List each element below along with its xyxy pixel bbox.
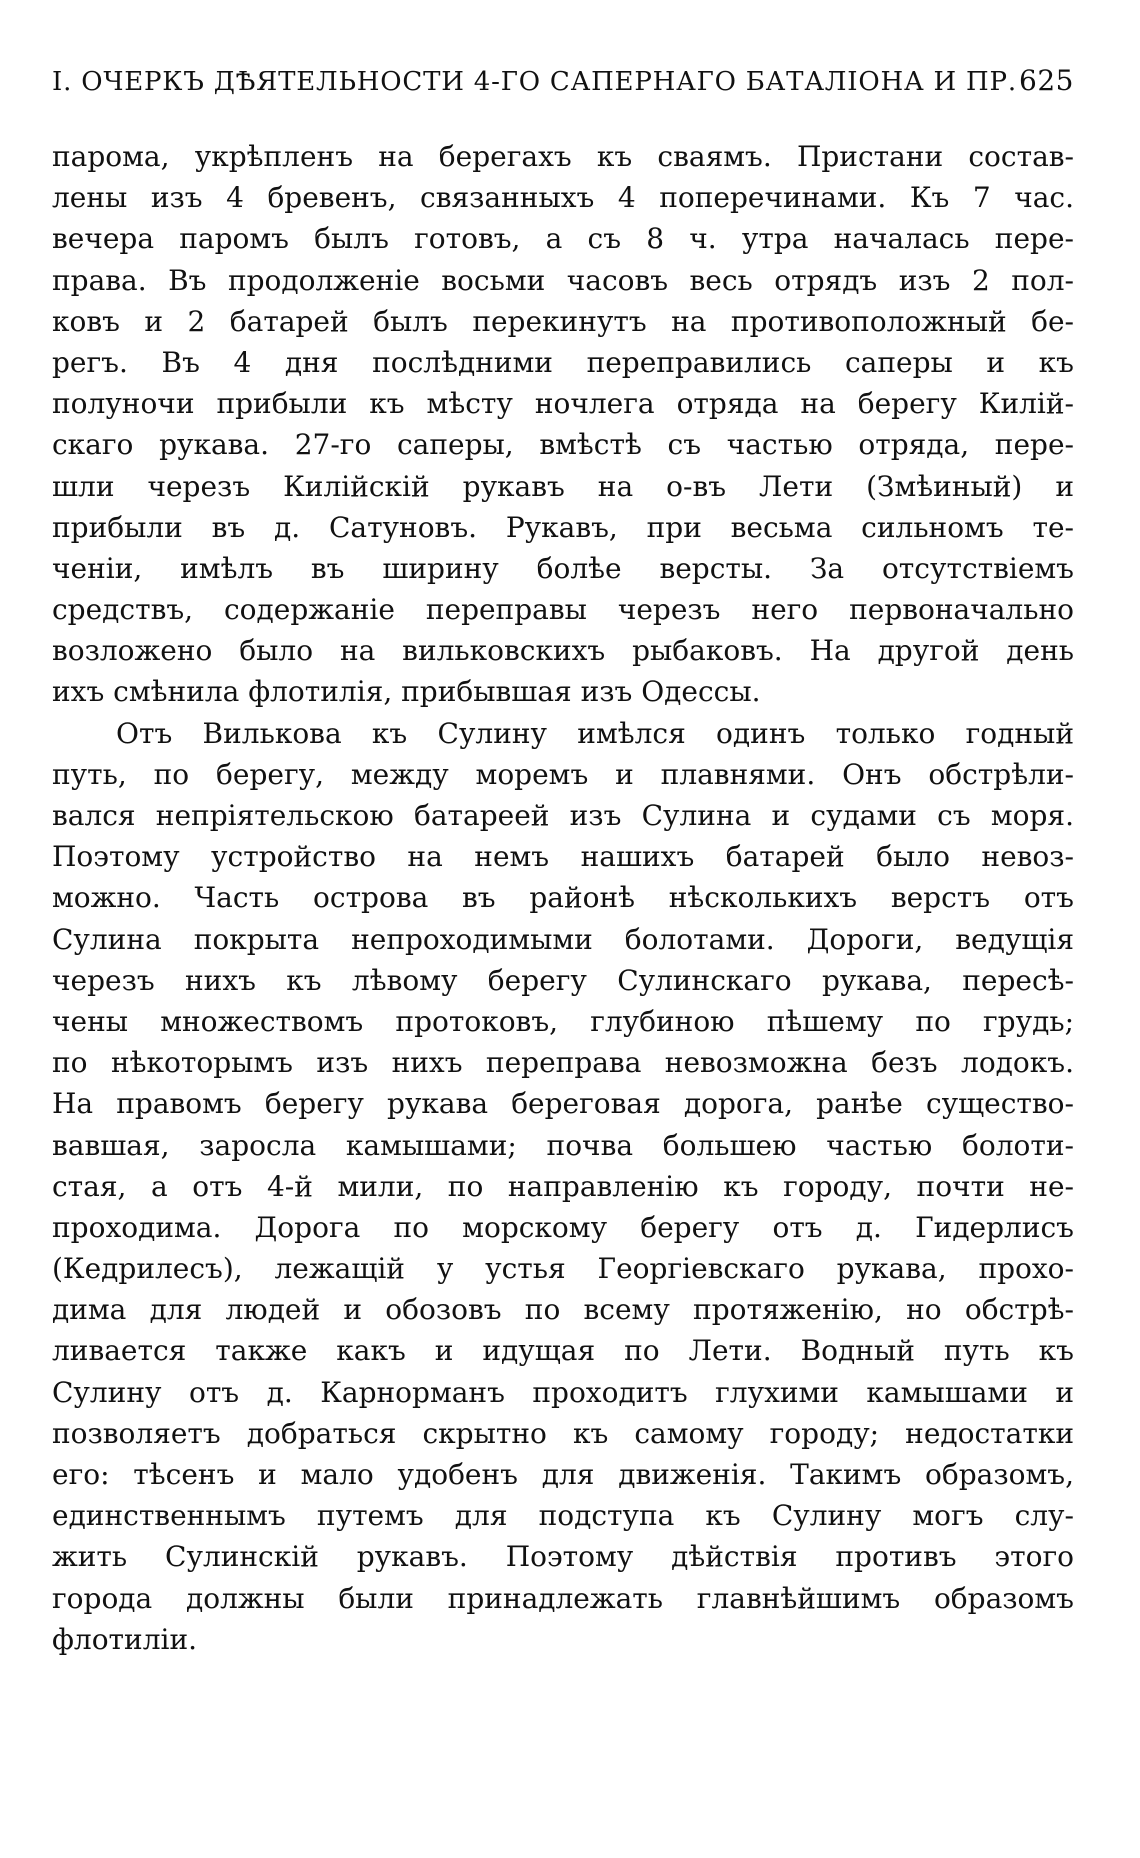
- text-line: по нѣкоторымъ изъ нихъ переправа невозможна безъ лодокъ.: [52, 1046, 1074, 1080]
- text-line: флотиліи.: [52, 1622, 198, 1656]
- text-line: проходима. Дорога по морскому берегу отъ д. Гидерлисъ: [52, 1210, 1074, 1244]
- paragraph: [52, 136, 1074, 713]
- text-line: ихъ смѣнила флотилія, прибывшая изъ Одессы.: [52, 675, 761, 709]
- running-head: [52, 64, 1074, 97]
- text-line: стая, а отъ 4-й мили, по направленію къ городу, почти не-: [52, 1169, 1074, 1203]
- text-line: Сулину отъ д. Карнорманъ проходитъ глухими камышами и: [52, 1375, 1074, 1409]
- text-line: прибыли въ д. Сатуновъ. Рукавъ, при весьма сильномъ те-: [52, 510, 1074, 544]
- text-line: жить Сулинскій рукавъ. Поэтому дѣйствія противъ этого: [52, 1540, 1074, 1574]
- text-line: средствъ, содержаніе переправы черезъ него первоначально: [52, 593, 1074, 627]
- paragraph: [52, 713, 1074, 1660]
- text-line: чены множествомъ протоковъ, глубиною пѣшему по грудь;: [52, 1004, 1074, 1038]
- text-line: (Кедрилесъ), лежащій у устья Георгіевскаго рукава, прохо-: [52, 1252, 1074, 1286]
- text-line: парома, укрѣпленъ на берегахъ къ сваямъ. Пристани состав-: [52, 140, 1074, 173]
- text-line: Отъ Вилькова къ Сулину имѣлся одинъ только годный: [116, 716, 1074, 750]
- text-line: города должны были принадлежать главнѣйшимъ образомъ: [52, 1581, 1074, 1615]
- text-line: дима для людей и обозовъ по всему протяженію, но обстрѣ-: [52, 1293, 1074, 1327]
- text-line: ченіи, имѣлъ въ ширину болѣе версты. За отсутствіемъ: [52, 551, 1074, 585]
- text-line: Сулина покрыта непроходимыми болотами. Дороги, ведущія: [52, 922, 1074, 956]
- text-line: путь, по берегу, между моремъ и плавнями. Онъ обстрѣли-: [52, 757, 1074, 791]
- text-line: возложено было на вильковскихъ рыбаковъ. На другой день: [52, 634, 1074, 668]
- text-line: вечера паромъ былъ готовъ, а съ 8 ч. утра началась пере-: [52, 222, 1074, 256]
- text-line: черезъ нихъ къ лѣвому берегу Сулинскаго рукава, пересѣ-: [52, 963, 1074, 997]
- text-line: его: тѣсенъ и мало удобенъ для движенія. Такимъ образомъ,: [52, 1458, 1074, 1491]
- text-line: скаго рукава. 27-го саперы, вмѣстѣ съ частью отряда, пере-: [52, 428, 1074, 462]
- text-line: шли черезъ Килійскій рукавъ на о-въ Лети (Змѣиный) и: [52, 469, 1074, 503]
- text-line: лены изъ 4 бревенъ, связанныхъ 4 поперечинами. Къ 7 час.: [52, 181, 1074, 215]
- text-line: полуночи прибыли къ мѣсту ночлега отряда на берегу Килій-: [52, 387, 1074, 421]
- text-line: регъ. Въ 4 дня послѣдними переправились саперы и къ: [52, 345, 1074, 379]
- text-line: права. Въ продолженіе восьми часовъ весь отрядъ изъ 2 пол-: [52, 263, 1074, 297]
- text-line: можно. Часть острова въ районѣ нѣсколькихъ верстъ отъ: [52, 881, 1074, 915]
- text-line: На правомъ берегу рукава береговая дорога, ранѣе существо-: [52, 1087, 1074, 1121]
- text-line: Поэтому устройство на немъ нашихъ батарей было невоз-: [52, 840, 1074, 874]
- text-line: единственнымъ путемъ для подступа къ Сулину могъ слу-: [52, 1499, 1074, 1533]
- page-number: 625: [1019, 64, 1074, 97]
- text-line: вавшая, заросла камышами; почва большею частью болоти-: [52, 1128, 1074, 1162]
- text-line: позволяетъ добраться скрытно къ самому городу; недостатки: [52, 1416, 1074, 1450]
- text-line: ливается также какъ и идущая по Лети. Водный путь къ: [52, 1334, 1074, 1368]
- body-text: [52, 136, 1074, 1660]
- text-line: ковъ и 2 батарей былъ перекинутъ на противоположный бе-: [52, 304, 1074, 338]
- running-title: I. ОЧЕРКЪ ДѢЯТЕЛЬНОСТИ 4-ГО САПЕРНАГО БАТАЛІОНА И ПР.: [52, 67, 1017, 97]
- text-line: вался непріятельскою батареей изъ Сулина и судами съ моря.: [52, 799, 1074, 832]
